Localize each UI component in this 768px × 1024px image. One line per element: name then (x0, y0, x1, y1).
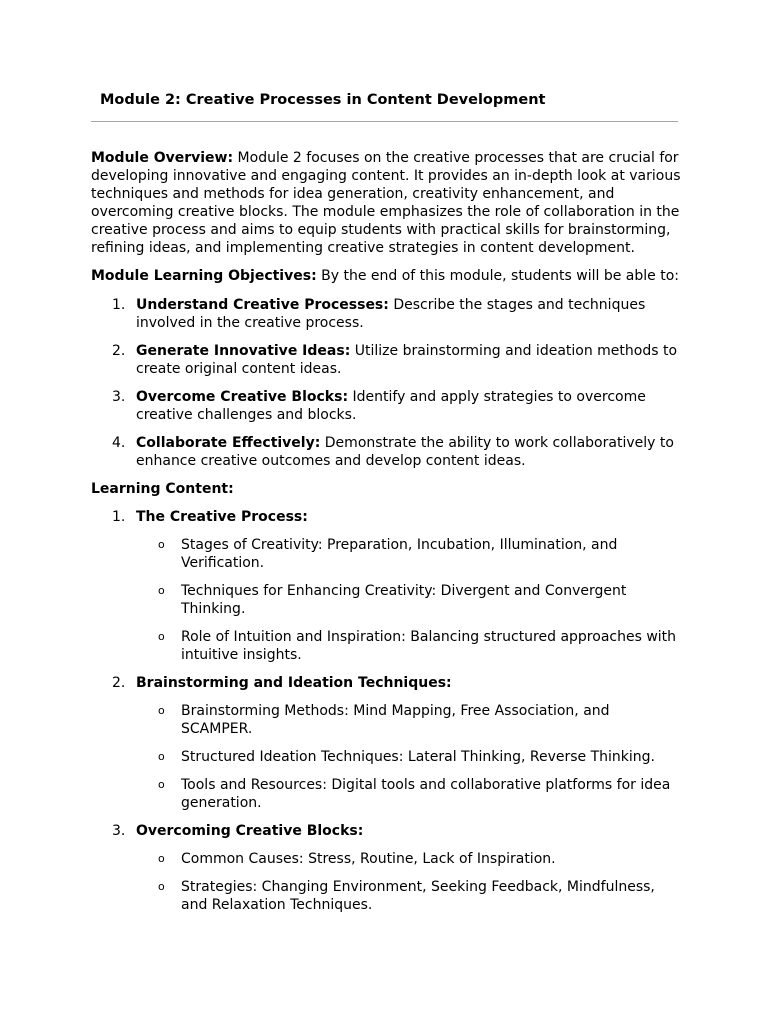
overview-label: Module Overview: (91, 150, 234, 166)
objectives-intro-text: By the end of this module, students will be able to: (321, 268, 679, 284)
content-section (91, 508, 681, 664)
list-item-text: Techniques for Enhancing Creativity: Divergent and Convergent Thinking. (181, 583, 627, 617)
objective-item (91, 388, 681, 424)
section-number: 2. (112, 675, 126, 691)
bullet-icon: o (158, 630, 165, 643)
list-item-text: Stages of Creativity: Preparation, Incubation, Illumination, and Verification. (181, 537, 618, 571)
list-item (136, 748, 681, 766)
list-item (136, 582, 681, 618)
content-section (91, 674, 681, 812)
list-item-text: Strategies: Changing Environment, Seeking Feedback, Mindfulness, and Relaxation Techniques. (181, 879, 655, 913)
bullet-icon: o (158, 750, 165, 763)
list-item (136, 776, 681, 812)
objectives-label: Module Learning Objectives: (91, 268, 317, 284)
bullet-icon: o (158, 538, 165, 551)
bullet-icon: o (158, 778, 165, 791)
bullet-icon: o (158, 584, 165, 597)
objective-number: 2. (112, 343, 126, 359)
section-title: Overcoming Creative Blocks: (136, 823, 364, 839)
learning-content-list (91, 508, 681, 914)
list-item (136, 850, 681, 868)
section-number: 3. (112, 823, 126, 839)
objectives-list (91, 296, 681, 470)
section-title: Brainstorming and Ideation Techniques: (136, 675, 452, 691)
objective-number: 1. (112, 297, 126, 313)
learning-content-heading (91, 480, 681, 498)
section-items (136, 850, 681, 914)
objective-item (91, 434, 681, 470)
objective-text: Utilize brainstorming and ideation methods to create original content ideas. (136, 343, 678, 377)
list-item-text: Role of Intuition and Inspiration: Balancing structured approaches with intuitive insights. (181, 629, 677, 663)
objective-number: 3. (112, 389, 126, 405)
learning-content-label: Learning Content: (91, 481, 234, 497)
objective-label: Collaborate Effectively: (136, 435, 321, 451)
overview-text: Module 2 focuses on the creative processes that are crucial for developing innovative and engaging content. It provides an in-depth look at various techniques and methods for idea generation, creativity enhancement, and overcoming creative blocks. The module emphasizes the role of collaboration in the creative process and aims to equip students with practical skills for brainstorming, refining ideas, and implementing creative strategies in content development. (91, 150, 681, 256)
document-body (91, 149, 681, 924)
objective-item (91, 296, 681, 332)
section-items (136, 536, 681, 664)
list-item-text: Brainstorming Methods: Mind Mapping, Free Association, and SCAMPER. (181, 703, 610, 737)
content-section (91, 822, 681, 914)
page-title: Module 2: Creative Processes in Content Development (100, 92, 546, 108)
bullet-icon: o (158, 880, 165, 893)
title-divider (91, 121, 678, 122)
objective-label: Generate Innovative Ideas: (136, 343, 351, 359)
list-item-text: Common Causes: Stress, Routine, Lack of Inspiration. (181, 851, 556, 867)
module-overview (91, 149, 681, 257)
objective-text: Identify and apply strategies to overcome creative challenges and blocks. (136, 389, 646, 423)
objective-number: 4. (112, 435, 126, 451)
bullet-icon: o (158, 852, 165, 865)
list-item (136, 628, 681, 664)
objective-item (91, 342, 681, 378)
objectives-intro (91, 267, 681, 285)
objective-text: Demonstrate the ability to work collaboratively to enhance creative outcomes and develop content ideas. (136, 435, 674, 469)
bullet-icon: o (158, 704, 165, 717)
list-item (136, 536, 681, 572)
section-title: The Creative Process: (136, 509, 308, 525)
section-number: 1. (112, 509, 126, 525)
objective-label: Understand Creative Processes: (136, 297, 389, 313)
list-item (136, 702, 681, 738)
objective-text: Describe the stages and techniques involved in the creative process. (136, 297, 646, 331)
list-item-text: Tools and Resources: Digital tools and collaborative platforms for idea generation. (181, 777, 671, 811)
list-item (136, 878, 681, 914)
section-items (136, 702, 681, 812)
list-item-text: Structured Ideation Techniques: Lateral Thinking, Reverse Thinking. (181, 749, 656, 765)
objective-label: Overcome Creative Blocks: (136, 389, 349, 405)
